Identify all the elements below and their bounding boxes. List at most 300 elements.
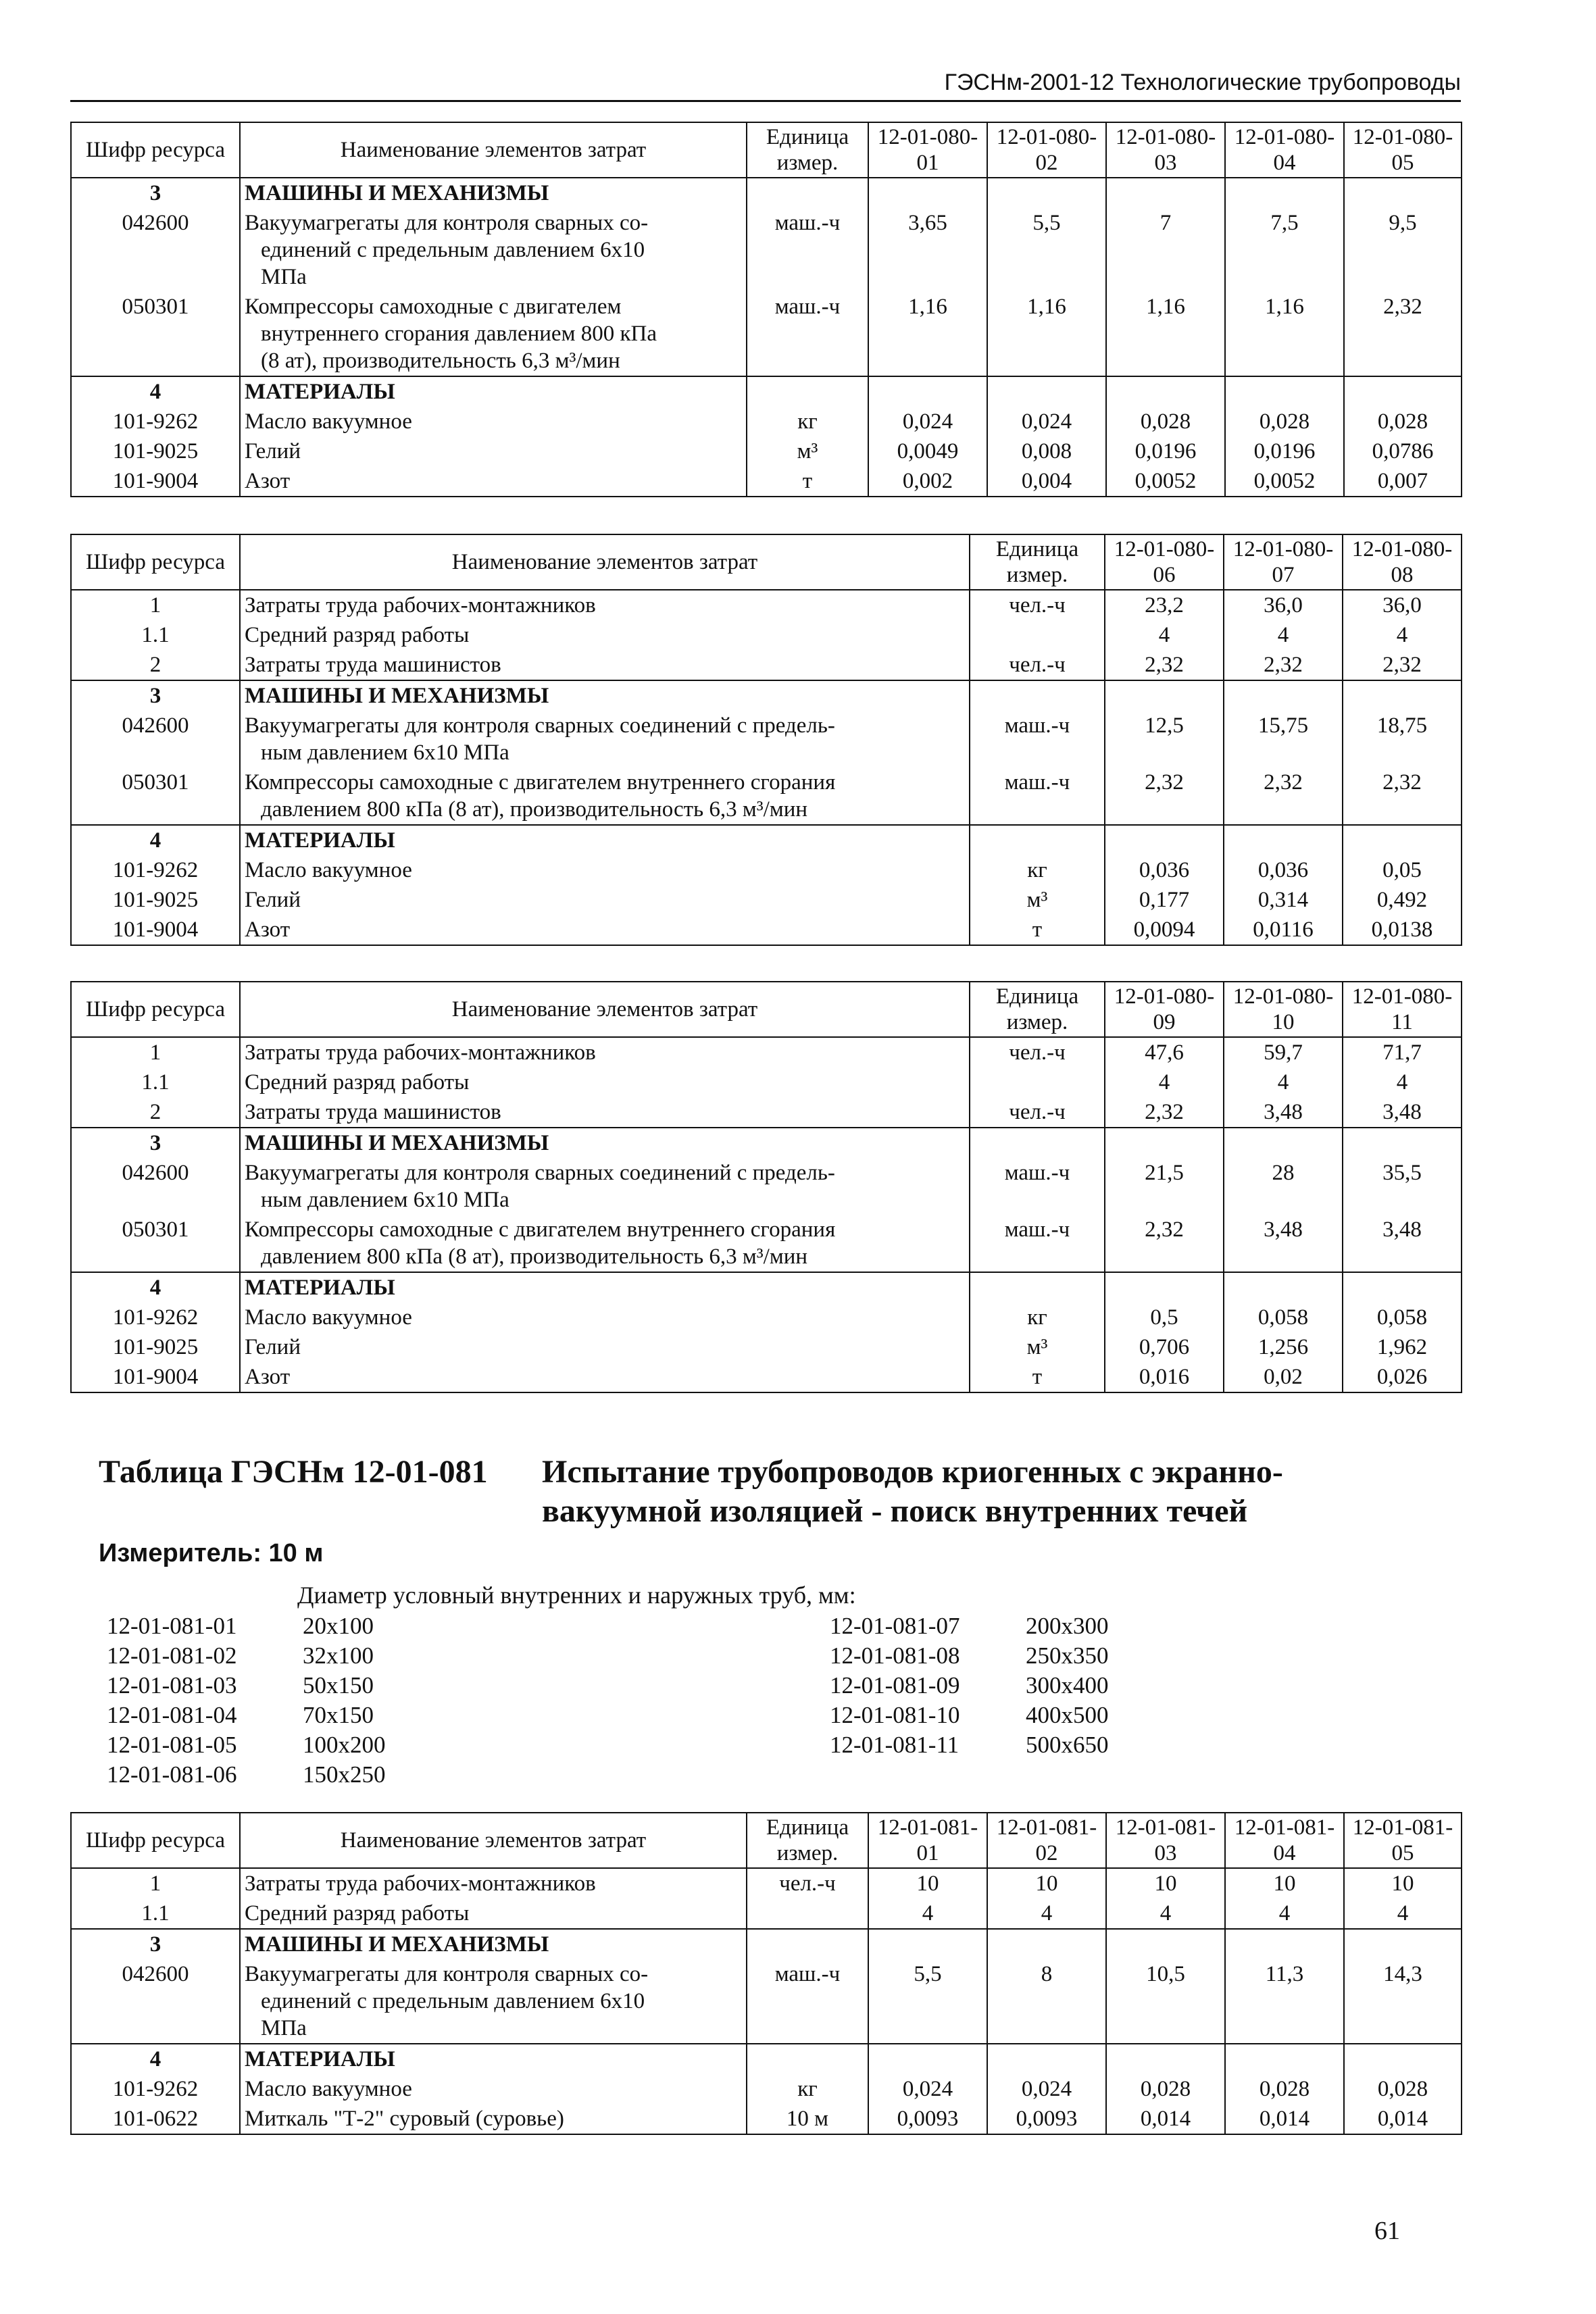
row-name bbox=[240, 680, 970, 711]
table-row bbox=[71, 1303, 1462, 1332]
header-col: 12-01-080-08 bbox=[1343, 534, 1462, 590]
row-value: 10 bbox=[868, 1868, 987, 1898]
row-value: 0,0116 bbox=[1224, 915, 1343, 945]
row-value bbox=[1105, 680, 1224, 711]
diameter-size: 250x350 bbox=[1026, 1642, 1109, 1669]
row-name bbox=[240, 407, 747, 436]
row-name-continuation: единений с предельным давлением 6х10 bbox=[261, 1989, 645, 2013]
row-name-continuation: (8 ат), производительность 6,3 м³/мин bbox=[261, 349, 620, 373]
header-code: Шифр ресурса bbox=[71, 122, 240, 178]
row-name-text: Затраты труда машинистов bbox=[245, 653, 501, 677]
row-value: 0,492 bbox=[1343, 885, 1462, 915]
row-value: 35,5 bbox=[1343, 1158, 1462, 1215]
row-code: 050301 bbox=[71, 1215, 240, 1272]
row-unit: т bbox=[747, 466, 868, 497]
table-row bbox=[71, 178, 1462, 208]
row-value: 36,0 bbox=[1224, 590, 1343, 620]
row-value: 0,058 bbox=[1224, 1303, 1343, 1332]
row-name bbox=[240, 2074, 747, 2104]
table-row bbox=[71, 1097, 1462, 1128]
row-unit bbox=[747, 376, 868, 407]
row-name-text: Азот bbox=[245, 469, 291, 493]
row-name bbox=[240, 1929, 747, 1959]
running-header bbox=[70, 58, 1461, 102]
table-row bbox=[71, 1037, 1462, 1067]
table-row bbox=[71, 208, 1462, 292]
row-value bbox=[1106, 1929, 1225, 1959]
row-value: 1,962 bbox=[1343, 1332, 1462, 1362]
row-value: 0,0049 bbox=[868, 436, 987, 466]
row-value: 4 bbox=[1225, 1898, 1344, 1929]
row-value bbox=[1224, 680, 1343, 711]
measure-unit: Измеритель: 10 м bbox=[99, 1539, 324, 1567]
row-name-text: Гелий bbox=[245, 888, 301, 912]
row-unit: т bbox=[970, 1362, 1105, 1392]
row-value: 1,16 bbox=[868, 292, 987, 376]
row-name bbox=[240, 466, 747, 497]
row-value: 0,014 bbox=[1225, 2104, 1344, 2134]
diameter-item bbox=[107, 1641, 386, 1671]
row-value: 10 bbox=[1344, 1868, 1462, 1898]
row-value bbox=[1344, 178, 1462, 208]
table-row bbox=[71, 620, 1462, 650]
diameter-size: 200x300 bbox=[1026, 1613, 1109, 1639]
row-name bbox=[240, 1067, 970, 1097]
row-unit: м³ bbox=[970, 1332, 1105, 1362]
row-unit bbox=[970, 1272, 1105, 1303]
row-unit: кг bbox=[747, 407, 868, 436]
row-code: 101-9004 bbox=[71, 1362, 240, 1392]
row-name bbox=[240, 620, 970, 650]
row-name-text: МАТЕРИАЛЫ bbox=[245, 1276, 395, 1300]
table-row bbox=[71, 711, 1462, 768]
row-code: 4 bbox=[71, 376, 240, 407]
row-code: 4 bbox=[71, 825, 240, 855]
row-value: 0,007 bbox=[1344, 466, 1462, 497]
header-col: 12-01-080-06 bbox=[1105, 534, 1224, 590]
row-value: 11,3 bbox=[1225, 1959, 1344, 2044]
row-value: 0,024 bbox=[987, 2074, 1106, 2104]
row-name bbox=[240, 711, 970, 768]
row-value bbox=[1225, 178, 1344, 208]
row-name-continuation: давлением 800 кПа (8 ат), производительность 6,3 м³/мин bbox=[261, 1244, 808, 1269]
row-name bbox=[240, 292, 747, 376]
row-name-text: Гелий bbox=[245, 439, 301, 463]
row-value: 0,008 bbox=[987, 436, 1106, 466]
diameter-item bbox=[830, 1701, 1109, 1730]
table-row bbox=[71, 915, 1462, 945]
row-value: 0,0052 bbox=[1225, 466, 1344, 497]
row-value: 0,024 bbox=[987, 407, 1106, 436]
diameter-item bbox=[107, 1671, 386, 1701]
table-row bbox=[71, 2044, 1462, 2074]
row-name bbox=[240, 650, 970, 680]
row-value bbox=[987, 2044, 1106, 2074]
row-value bbox=[1224, 1128, 1343, 1158]
row-name bbox=[240, 1215, 970, 1272]
row-value: 2,32 bbox=[1105, 768, 1224, 825]
row-value: 2,32 bbox=[1105, 1097, 1224, 1128]
row-name-continuation: МПа bbox=[261, 265, 307, 289]
header-name: Наименование элементов затрат bbox=[240, 1813, 747, 1868]
row-value: 0,0786 bbox=[1344, 436, 1462, 466]
row-value bbox=[1225, 2044, 1344, 2074]
table-row bbox=[71, 1868, 1462, 1898]
table-row bbox=[71, 1332, 1462, 1362]
row-name-text: МАТЕРИАЛЫ bbox=[245, 380, 395, 404]
row-value: 36,0 bbox=[1343, 590, 1462, 620]
row-value bbox=[1225, 1929, 1344, 1959]
row-name-text: Затраты труда машинистов bbox=[245, 1100, 501, 1124]
row-code: 3 bbox=[71, 680, 240, 711]
row-name-text: Компрессоры самоходные с двигателем внутреннего сгорания bbox=[245, 1217, 836, 1242]
row-value bbox=[1105, 1272, 1224, 1303]
row-value bbox=[987, 178, 1106, 208]
diameter-code: 12-01-081-04 bbox=[107, 1702, 237, 1728]
row-code: 101-9004 bbox=[71, 466, 240, 497]
diameter-size: 400x500 bbox=[1026, 1702, 1109, 1728]
row-name-text: Вакуумагрегаты для контроля сварных со- bbox=[245, 1962, 649, 1986]
table-row bbox=[71, 1067, 1462, 1097]
page-number: 61 bbox=[1374, 2217, 1400, 2245]
table-row bbox=[71, 292, 1462, 376]
row-value bbox=[1344, 2044, 1462, 2074]
row-value: 0,5 bbox=[1105, 1303, 1224, 1332]
table-row bbox=[71, 2074, 1462, 2104]
row-name-text: МАТЕРИАЛЫ bbox=[245, 2047, 395, 2071]
header-unit: Единица измер. bbox=[747, 1813, 868, 1868]
row-name-continuation: внутреннего сгорания давлением 800 кПа bbox=[261, 322, 657, 346]
header-col: 12-01-081-03 bbox=[1106, 1813, 1225, 1868]
row-value bbox=[1105, 825, 1224, 855]
row-value: 3,65 bbox=[868, 208, 987, 292]
row-value: 23,2 bbox=[1105, 590, 1224, 620]
diameter-size: 20x100 bbox=[303, 1613, 374, 1639]
row-value: 4 bbox=[1224, 620, 1343, 650]
header-col: 12-01-081-05 bbox=[1344, 1813, 1462, 1868]
cost-table-080-09-11 bbox=[70, 981, 1462, 1393]
row-value: 0,016 bbox=[1105, 1362, 1224, 1392]
row-name bbox=[240, 1303, 970, 1332]
row-value: 10 bbox=[1225, 1868, 1344, 1898]
row-name bbox=[240, 768, 970, 825]
row-code: 042600 bbox=[71, 711, 240, 768]
row-value: 0,002 bbox=[868, 466, 987, 497]
row-value: 0,028 bbox=[1225, 2074, 1344, 2104]
diameter-item bbox=[107, 1611, 386, 1641]
row-value: 15,75 bbox=[1224, 711, 1343, 768]
header-col: 12-01-080-02 bbox=[987, 122, 1106, 178]
row-value bbox=[1105, 1128, 1224, 1158]
diameter-item bbox=[107, 1701, 386, 1730]
diameter-item bbox=[830, 1641, 1109, 1671]
row-name bbox=[240, 1362, 970, 1392]
row-value: 4 bbox=[987, 1898, 1106, 1929]
row-name-text: МАШИНЫ И МЕХАНИЗМЫ bbox=[245, 1131, 549, 1155]
row-unit: м³ bbox=[747, 436, 868, 466]
row-unit: чел.-ч bbox=[970, 1037, 1105, 1067]
header-unit: Единица измер. bbox=[970, 982, 1105, 1037]
table-title: Испытание трубопроводов криогенных с экранно-вакуумной изоляцией - поиск внутренних течей bbox=[542, 1454, 1283, 1529]
table-row bbox=[71, 855, 1462, 885]
row-code: 3 bbox=[71, 1128, 240, 1158]
diameter-code: 12-01-081-07 bbox=[830, 1613, 960, 1639]
header-name: Наименование элементов затрат bbox=[240, 122, 747, 178]
row-value: 59,7 bbox=[1224, 1037, 1343, 1067]
row-value bbox=[1343, 1272, 1462, 1303]
row-unit bbox=[747, 178, 868, 208]
table-row bbox=[71, 1158, 1462, 1215]
diameter-item bbox=[830, 1611, 1109, 1641]
table-row bbox=[71, 466, 1462, 497]
table-code: Таблица ГЭСНм 12-01-081 bbox=[99, 1454, 488, 1490]
row-value: 71,7 bbox=[1343, 1037, 1462, 1067]
table-row bbox=[71, 825, 1462, 855]
header-col: 12-01-080-01 bbox=[868, 122, 987, 178]
row-name-text: Затраты труда рабочих-монтажников bbox=[245, 593, 596, 618]
row-value bbox=[1343, 825, 1462, 855]
row-value bbox=[1344, 376, 1462, 407]
row-name-text: Масло вакуумное bbox=[245, 1305, 412, 1330]
row-value: 2,32 bbox=[1343, 768, 1462, 825]
row-name-text: Компрессоры самоходные с двигателем внутреннего сгорания bbox=[245, 770, 836, 795]
row-unit bbox=[970, 680, 1105, 711]
diameter-list-left bbox=[107, 1611, 386, 1790]
row-value bbox=[1224, 825, 1343, 855]
row-name bbox=[240, 1898, 747, 1929]
row-name-continuation: единений с предельным давлением 6х10 bbox=[261, 238, 645, 262]
row-unit: чел.-ч bbox=[970, 1097, 1105, 1128]
row-value: 47,6 bbox=[1105, 1037, 1224, 1067]
row-value: 8 bbox=[987, 1959, 1106, 2044]
row-code: 050301 bbox=[71, 768, 240, 825]
row-name-text: Компрессоры самоходные с двигателем bbox=[245, 295, 622, 319]
row-name-text: Вакуумагрегаты для контроля сварных соединений с предель- bbox=[245, 713, 835, 738]
row-unit: маш.-ч bbox=[970, 711, 1105, 768]
row-value: 0,036 bbox=[1105, 855, 1224, 885]
table-header-row bbox=[71, 534, 1462, 590]
row-name bbox=[240, 1128, 970, 1158]
row-value: 12,5 bbox=[1105, 711, 1224, 768]
diameter-code: 12-01-081-11 bbox=[830, 1732, 959, 1758]
table-header-row bbox=[71, 1813, 1462, 1868]
row-value: 9,5 bbox=[1344, 208, 1462, 292]
row-unit bbox=[747, 1929, 868, 1959]
table-row bbox=[71, 2104, 1462, 2134]
row-value: 0,028 bbox=[1344, 2074, 1462, 2104]
row-value: 10,5 bbox=[1106, 1959, 1225, 2044]
table-row bbox=[71, 1215, 1462, 1272]
diameter-caption: Диаметр условный внутренних и наружных труб, мм: bbox=[297, 1582, 856, 1609]
row-name bbox=[240, 376, 747, 407]
row-value bbox=[987, 376, 1106, 407]
row-code: 042600 bbox=[71, 208, 240, 292]
diameter-item bbox=[107, 1730, 386, 1760]
row-value: 3,48 bbox=[1343, 1097, 1462, 1128]
row-value bbox=[1225, 376, 1344, 407]
diameter-code: 12-01-081-05 bbox=[107, 1732, 237, 1758]
row-value bbox=[1344, 1929, 1462, 1959]
row-name bbox=[240, 178, 747, 208]
row-value: 18,75 bbox=[1343, 711, 1462, 768]
header-col: 12-01-080-05 bbox=[1344, 122, 1462, 178]
row-name-text: Вакуумагрегаты для контроля сварных со- bbox=[245, 211, 649, 235]
row-name bbox=[240, 2044, 747, 2074]
row-name bbox=[240, 1097, 970, 1128]
row-value bbox=[1106, 178, 1225, 208]
row-value: 7 bbox=[1106, 208, 1225, 292]
row-value: 4 bbox=[1224, 1067, 1343, 1097]
row-value: 2,32 bbox=[1224, 650, 1343, 680]
row-code: 101-9262 bbox=[71, 855, 240, 885]
row-name bbox=[240, 590, 970, 620]
row-value: 7,5 bbox=[1225, 208, 1344, 292]
row-value: 0,0196 bbox=[1106, 436, 1225, 466]
row-value: 0,036 bbox=[1224, 855, 1343, 885]
table-header-row bbox=[71, 982, 1462, 1037]
diameter-code: 12-01-081-03 bbox=[107, 1672, 237, 1699]
row-name-text: Масло вакуумное bbox=[245, 409, 412, 434]
diameter-item bbox=[830, 1671, 1109, 1701]
header-col: 12-01-080-07 bbox=[1224, 534, 1343, 590]
row-code: 3 bbox=[71, 1929, 240, 1959]
row-unit: маш.-ч bbox=[970, 1158, 1105, 1215]
cost-table-081-01-05 bbox=[70, 1812, 1462, 2135]
row-unit: чел.-ч bbox=[747, 1868, 868, 1898]
row-name-text: Средний разряд работы bbox=[245, 1070, 470, 1095]
header-col: 12-01-081-04 bbox=[1225, 1813, 1344, 1868]
row-name-continuation: давлением 800 кПа (8 ат), производительность 6,3 м³/мин bbox=[261, 797, 808, 822]
row-unit bbox=[970, 1067, 1105, 1097]
row-name-text: Вакуумагрегаты для контроля сварных соединений с предель- bbox=[245, 1161, 835, 1185]
row-value bbox=[1106, 2044, 1225, 2074]
header-unit: Единица измер. bbox=[747, 122, 868, 178]
row-value: 0,706 bbox=[1105, 1332, 1224, 1362]
row-value: 0,177 bbox=[1105, 885, 1224, 915]
row-code: 2 bbox=[71, 650, 240, 680]
diameter-size: 32x100 bbox=[303, 1642, 374, 1669]
diameter-code: 12-01-081-01 bbox=[107, 1613, 237, 1639]
row-value: 2,32 bbox=[1105, 1215, 1224, 1272]
table-row bbox=[71, 590, 1462, 620]
header-code: Шифр ресурса bbox=[71, 982, 240, 1037]
header-name: Наименование элементов затрат bbox=[240, 982, 970, 1037]
row-code: 4 bbox=[71, 1272, 240, 1303]
row-name bbox=[240, 1959, 747, 2044]
row-value: 0,026 bbox=[1343, 1362, 1462, 1392]
row-code: 101-9262 bbox=[71, 407, 240, 436]
row-value: 3,48 bbox=[1224, 1097, 1343, 1128]
header-code: Шифр ресурса bbox=[71, 1813, 240, 1868]
row-name bbox=[240, 855, 970, 885]
row-name bbox=[240, 1868, 747, 1898]
row-value: 10 bbox=[987, 1868, 1106, 1898]
row-code: 2 bbox=[71, 1097, 240, 1128]
row-name-text: МАШИНЫ И МЕХАНИЗМЫ bbox=[245, 684, 549, 708]
diameter-code: 12-01-081-10 bbox=[830, 1702, 960, 1728]
header-code: Шифр ресурса bbox=[71, 534, 240, 590]
row-value: 0,0093 bbox=[987, 2104, 1106, 2134]
row-value bbox=[868, 178, 987, 208]
row-unit bbox=[747, 2044, 868, 2074]
row-unit: т bbox=[970, 915, 1105, 945]
row-value: 0,028 bbox=[1106, 407, 1225, 436]
row-unit: кг bbox=[747, 2074, 868, 2104]
row-unit: маш.-ч bbox=[747, 208, 868, 292]
row-code: 042600 bbox=[71, 1158, 240, 1215]
table-row bbox=[71, 885, 1462, 915]
table-row bbox=[71, 650, 1462, 680]
row-code: 042600 bbox=[71, 1959, 240, 2044]
row-value: 4 bbox=[1106, 1898, 1225, 1929]
row-code: 101-9262 bbox=[71, 2074, 240, 2104]
row-unit: кг bbox=[970, 855, 1105, 885]
table-row bbox=[71, 1898, 1462, 1929]
row-name-continuation: МПа bbox=[261, 2016, 307, 2040]
row-value: 1,16 bbox=[1106, 292, 1225, 376]
row-value: 21,5 bbox=[1105, 1158, 1224, 1215]
row-code: 1 bbox=[71, 1037, 240, 1067]
diameter-code: 12-01-081-09 bbox=[830, 1672, 960, 1699]
row-unit bbox=[970, 620, 1105, 650]
row-value: 2,32 bbox=[1344, 292, 1462, 376]
table-row bbox=[71, 407, 1462, 436]
header-name: Наименование элементов затрат bbox=[240, 534, 970, 590]
row-value bbox=[987, 1929, 1106, 1959]
row-value: 0,0094 bbox=[1105, 915, 1224, 945]
row-name-text: МАТЕРИАЛЫ bbox=[245, 828, 395, 853]
table-row bbox=[71, 1959, 1462, 2044]
row-value bbox=[1343, 1128, 1462, 1158]
row-value: 2,32 bbox=[1224, 768, 1343, 825]
row-unit: маш.-ч bbox=[747, 1959, 868, 2044]
row-value: 0,0138 bbox=[1343, 915, 1462, 945]
row-code: 101-0622 bbox=[71, 2104, 240, 2134]
row-code: 1 bbox=[71, 1868, 240, 1898]
row-value bbox=[868, 2044, 987, 2074]
row-value: 14,3 bbox=[1344, 1959, 1462, 2044]
row-value: 4 bbox=[1343, 620, 1462, 650]
table-row bbox=[71, 376, 1462, 407]
table-header-row bbox=[71, 122, 1462, 178]
row-value: 0,0052 bbox=[1106, 466, 1225, 497]
row-name bbox=[240, 1272, 970, 1303]
row-name-text: МАШИНЫ И МЕХАНИЗМЫ bbox=[245, 1932, 549, 1957]
diameter-code: 12-01-081-08 bbox=[830, 1642, 960, 1669]
diameter-size: 50x150 bbox=[303, 1672, 374, 1699]
row-value: 0,058 bbox=[1343, 1303, 1462, 1332]
row-value: 1,256 bbox=[1224, 1332, 1343, 1362]
row-code: 3 bbox=[71, 178, 240, 208]
row-name bbox=[240, 885, 970, 915]
row-name-text: Затраты труда рабочих-монтажников bbox=[245, 1040, 596, 1065]
row-name bbox=[240, 208, 747, 292]
row-value: 3,48 bbox=[1343, 1215, 1462, 1272]
row-value: 0,028 bbox=[1225, 407, 1344, 436]
table-row bbox=[71, 1128, 1462, 1158]
row-code: 1.1 bbox=[71, 620, 240, 650]
row-name-text: Затраты труда рабочих-монтажников bbox=[245, 1871, 596, 1896]
table-row bbox=[71, 436, 1462, 466]
row-value: 0,024 bbox=[868, 407, 987, 436]
diameter-size: 150x250 bbox=[303, 1761, 386, 1788]
row-name bbox=[240, 436, 747, 466]
row-value: 1,16 bbox=[1225, 292, 1344, 376]
row-unit: маш.-ч bbox=[970, 1215, 1105, 1272]
row-unit: чел.-ч bbox=[970, 650, 1105, 680]
table-row bbox=[71, 1362, 1462, 1392]
row-value: 10 bbox=[1106, 1868, 1225, 1898]
